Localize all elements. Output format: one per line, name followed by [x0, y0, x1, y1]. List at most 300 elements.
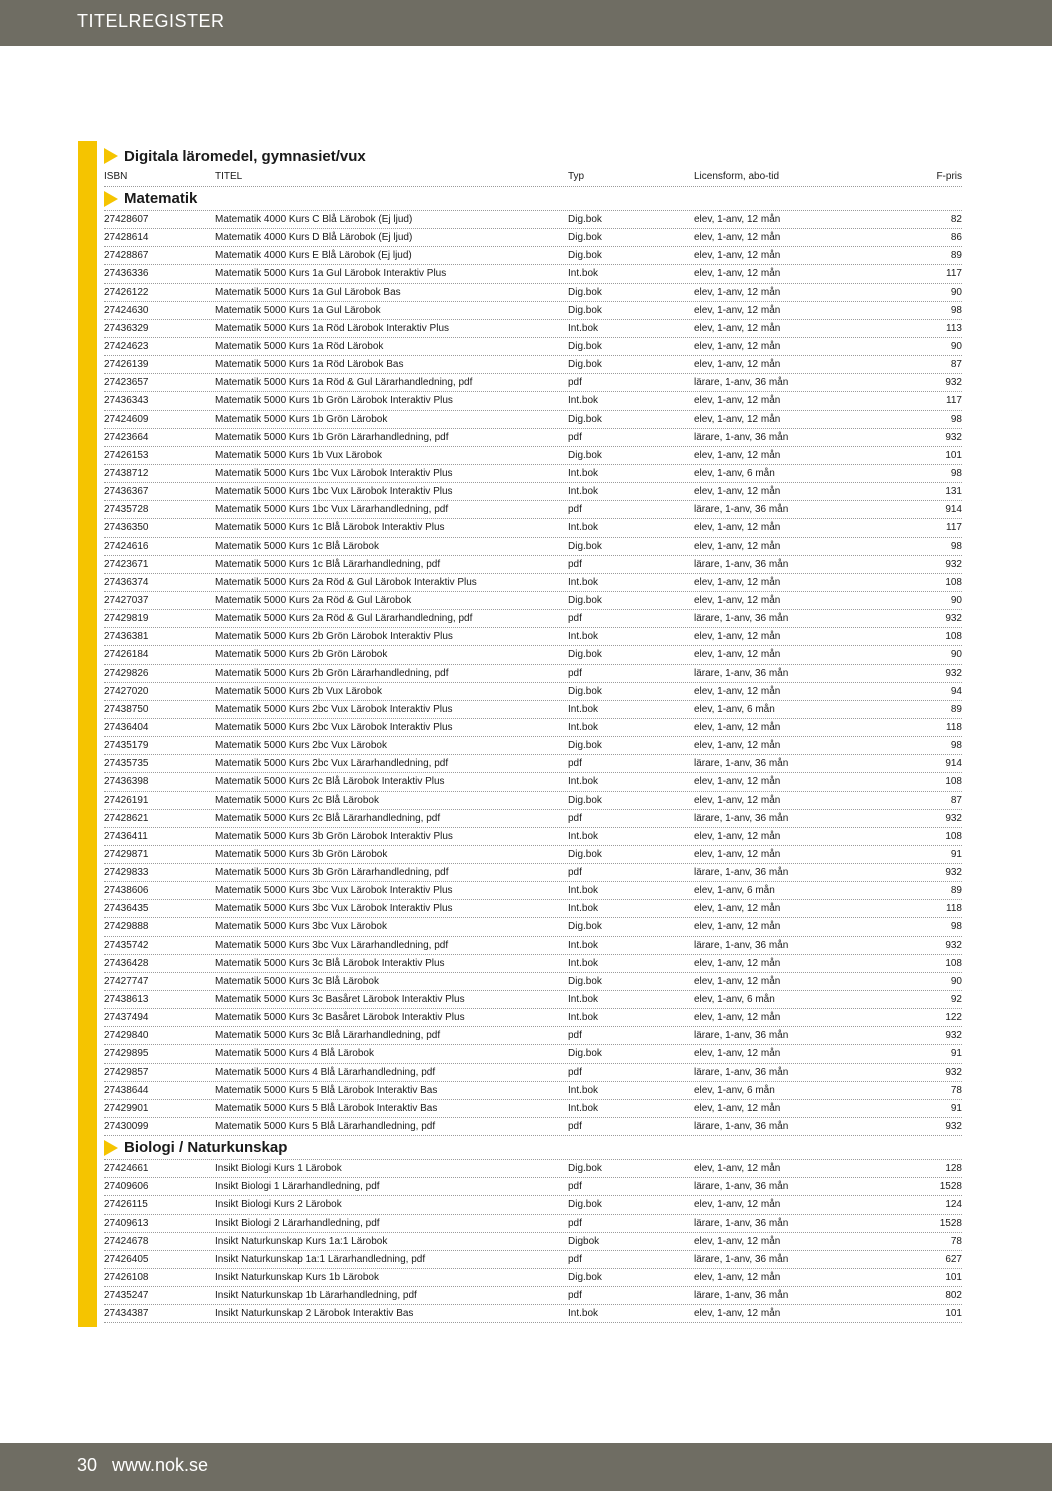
cell-isbn: 27429826 [104, 667, 149, 679]
cell-pris: 98 [950, 413, 962, 425]
cell-titel: Matematik 5000 Kurs 2c Blå Lärarhandledning, pdf [215, 812, 441, 824]
cell-titel: Matematik 5000 Kurs 4 Blå Lärobok [215, 1048, 374, 1060]
cell-pris: 932 [945, 667, 962, 679]
cell-licens: elev, 1-anv, 12 mån [694, 685, 781, 697]
table-row [104, 574, 962, 592]
cell-titel: Insikt Biologi 2 Lärarhandledning, pdf [215, 1217, 380, 1229]
table-row [104, 265, 962, 283]
table-row [104, 792, 962, 810]
cell-titel: Matematik 5000 Kurs 2bc Vux Lärobok [215, 740, 387, 752]
cell-pris: 932 [945, 1066, 962, 1078]
cell-isbn: 27437494 [104, 1012, 149, 1024]
cell-titel: Matematik 5000 Kurs 1c Blå Lärobok [215, 540, 379, 552]
table-row [104, 338, 962, 356]
cell-pris: 98 [950, 467, 962, 479]
table-row [104, 1100, 962, 1118]
cell-typ: pdf [568, 1253, 582, 1265]
cell-licens: elev, 1-anv, 12 mån [694, 921, 781, 933]
table-row [104, 737, 962, 755]
cell-titel: Matematik 5000 Kurs 1b Grön Lärobok [215, 413, 388, 425]
cell-pris: 802 [945, 1290, 962, 1302]
cell-isbn: 27429871 [104, 848, 149, 860]
cell-titel: Matematik 5000 Kurs 2b Grön Lärarhandledning, pdf [215, 667, 449, 679]
table-row [104, 465, 962, 483]
cell-licens: lärare, 1-anv, 36 mån [694, 377, 789, 389]
cell-titel: Insikt Naturkunskap 1a:1 Lärarhandledning, pdf [215, 1253, 426, 1265]
cell-typ: Dig.bok [568, 1048, 602, 1060]
cell-isbn: 27428867 [104, 250, 149, 262]
cell-typ: Int.bok [568, 994, 599, 1006]
cell-isbn: 27436343 [104, 395, 149, 407]
cell-titel: Matematik 5000 Kurs 3bc Vux Lärobok [215, 921, 387, 933]
cell-licens: lärare, 1-anv, 36 mån [694, 1066, 789, 1078]
cell-isbn: 27429901 [104, 1102, 149, 1114]
cell-isbn: 27428614 [104, 232, 149, 244]
cell-titel: Matematik 4000 Kurs E Blå Lärobok (Ej ljud) [215, 250, 412, 262]
table-row [104, 483, 962, 501]
page-number: 30 [77, 1455, 98, 1475]
cell-licens: elev, 1-anv, 12 mån [694, 1163, 781, 1175]
cell-titel: Matematik 5000 Kurs 2c Blå Lärobok [215, 794, 379, 806]
footer-bar [0, 1443, 1052, 1491]
cell-typ: pdf [568, 1066, 582, 1078]
cell-titel: Matematik 5000 Kurs 2bc Vux Lärobok Interaktiv Plus [215, 721, 453, 733]
triangle-bullet-icon [104, 1140, 118, 1156]
table-row [104, 1027, 962, 1045]
table-row [104, 447, 962, 465]
cell-typ: Int.bok [568, 486, 599, 498]
cell-pris: 128 [945, 1163, 962, 1175]
cell-titel: Matematik 5000 Kurs 3c Basåret Lärobok Interaktiv Plus [215, 994, 465, 1006]
cell-isbn: 27426108 [104, 1272, 149, 1284]
cell-pris: 87 [950, 359, 962, 371]
cell-licens: elev, 1-anv, 12 mån [694, 395, 781, 407]
table-row [104, 1233, 962, 1251]
cell-titel: Matematik 5000 Kurs 3c Blå Lärobok [215, 975, 379, 987]
cell-titel: Matematik 5000 Kurs 3c Blå Lärobok Interaktiv Plus [215, 957, 445, 969]
cell-typ: pdf [568, 377, 582, 389]
cell-pris: 627 [945, 1253, 962, 1265]
cell-isbn: 27423664 [104, 431, 149, 443]
cell-titel: Matematik 5000 Kurs 2b Grön Lärobok [215, 649, 388, 661]
cell-pris: 89 [950, 250, 962, 262]
cell-typ: Dig.bok [568, 921, 602, 933]
cell-typ: pdf [568, 1181, 582, 1193]
cell-licens: lärare, 1-anv, 36 mån [694, 939, 789, 951]
cell-typ: Int.bok [568, 903, 599, 915]
cell-titel: Matematik 5000 Kurs 2bc Vux Lärobok Interaktiv Plus [215, 703, 453, 715]
cell-licens: lärare, 1-anv, 36 mån [694, 558, 789, 570]
cell-pris: 117 [946, 268, 962, 280]
cell-isbn: 27429857 [104, 1066, 149, 1078]
table-row [104, 1064, 962, 1082]
cell-titel: Matematik 5000 Kurs 1c Blå Lärarhandledning, pdf [215, 558, 441, 570]
cell-licens: elev, 1-anv, 12 mån [694, 486, 781, 498]
cell-isbn: 27428621 [104, 812, 149, 824]
table-row [104, 1178, 962, 1196]
cell-isbn: 27436350 [104, 522, 149, 534]
cell-isbn: 27427747 [104, 975, 149, 987]
cell-titel: Matematik 5000 Kurs 2a Röd & Gul Lärarhandledning, pdf [215, 613, 473, 625]
cell-typ: pdf [568, 431, 582, 443]
cell-licens: elev, 1-anv, 6 mån [694, 1084, 775, 1096]
cell-isbn: 27424630 [104, 304, 149, 316]
cell-isbn: 27429888 [104, 921, 149, 933]
cell-licens: elev, 1-anv, 12 mån [694, 286, 781, 298]
table-row [104, 1160, 962, 1178]
cell-titel: Matematik 5000 Kurs 1a Gul Lärobok Bas [215, 286, 401, 298]
cell-typ: pdf [568, 667, 582, 679]
cell-titel: Matematik 5000 Kurs 3b Grön Lärobok [215, 848, 388, 860]
table-row [104, 229, 962, 247]
cell-pris: 90 [950, 340, 962, 352]
cell-titel: Matematik 4000 Kurs D Blå Lärobok (Ej ljud) [215, 232, 413, 244]
table-row [104, 628, 962, 646]
cell-isbn: 27438644 [104, 1084, 149, 1096]
table-row [104, 519, 962, 537]
cell-licens: elev, 1-anv, 12 mån [694, 848, 781, 860]
table-row [104, 1287, 962, 1305]
section-title: Digitala läromedel, gymnasiet/vux [124, 147, 366, 165]
table-row [104, 538, 962, 556]
table-row [104, 429, 962, 447]
cell-pris: 914 [945, 504, 962, 516]
title-register [104, 145, 962, 1323]
cell-licens: elev, 1-anv, 12 mån [694, 322, 781, 334]
cell-pris: 932 [945, 812, 962, 824]
cell-pris: 90 [950, 975, 962, 987]
cell-pris: 932 [945, 939, 962, 951]
table-row [104, 356, 962, 374]
cell-isbn: 27409606 [104, 1181, 149, 1193]
cell-typ: Int.bok [568, 885, 599, 897]
cell-typ: Dig.bok [568, 649, 602, 661]
cell-isbn: 27436435 [104, 903, 149, 915]
cell-isbn: 27435742 [104, 939, 149, 951]
cell-pris: 932 [945, 377, 962, 389]
cell-pris: 122 [945, 1012, 962, 1024]
cell-isbn: 27436367 [104, 486, 149, 498]
cell-typ: pdf [568, 1290, 582, 1302]
cell-pris: 108 [945, 631, 962, 643]
cell-isbn: 27436428 [104, 957, 149, 969]
cell-typ: Dig.bok [568, 250, 602, 262]
cell-titel: Matematik 5000 Kurs 1bc Vux Lärarhandledning, pdf [215, 504, 449, 516]
cell-pris: 101 [945, 449, 962, 461]
cell-licens: elev, 1-anv, 12 mån [694, 576, 781, 588]
cell-typ: Dig.bok [568, 740, 602, 752]
cell-isbn: 27436381 [104, 631, 149, 643]
cell-titel: Matematik 5000 Kurs 1bc Vux Lärobok Interaktiv Plus [215, 486, 453, 498]
cell-licens: elev, 1-anv, 12 mån [694, 631, 781, 643]
cell-pris: 932 [945, 867, 962, 879]
table-row [104, 810, 962, 828]
cell-pris: 78 [950, 1235, 962, 1247]
cell-licens: elev, 1-anv, 12 mån [694, 903, 781, 915]
table-row [104, 755, 962, 773]
cell-titel: Insikt Naturkunskap 2 Lärobok Interaktiv Bas [215, 1308, 414, 1320]
cell-pris: 117 [946, 522, 962, 534]
cell-pris: 98 [950, 304, 962, 316]
cell-isbn: 27409613 [104, 1217, 149, 1229]
cell-typ: Dig.bok [568, 340, 602, 352]
cell-isbn: 27435735 [104, 758, 149, 770]
cell-typ: pdf [568, 613, 582, 625]
cell-titel: Matematik 5000 Kurs 3bc Vux Lärobok Interaktiv Plus [215, 885, 453, 897]
cell-pris: 98 [950, 540, 962, 552]
cell-pris: 90 [950, 286, 962, 298]
cell-isbn: 27426184 [104, 649, 149, 661]
cell-typ: Dig.bok [568, 975, 602, 987]
cell-typ: pdf [568, 1217, 582, 1229]
cell-typ: Dig.bok [568, 359, 602, 371]
cell-licens: elev, 1-anv, 12 mån [694, 413, 781, 425]
table-row [104, 1082, 962, 1100]
cell-isbn: 27438750 [104, 703, 149, 715]
cell-licens: elev, 1-anv, 12 mån [694, 1272, 781, 1284]
cell-pris: 117 [946, 395, 962, 407]
cell-isbn: 27438613 [104, 994, 149, 1006]
table-row [104, 846, 962, 864]
cell-pris: 92 [950, 994, 962, 1006]
column-header-typ: Typ [568, 171, 585, 182]
cell-pris: 932 [945, 431, 962, 443]
cell-pris: 87 [950, 794, 962, 806]
cell-isbn: 27435247 [104, 1290, 149, 1302]
cell-isbn: 27426405 [104, 1253, 149, 1265]
cell-pris: 131 [945, 486, 962, 498]
triangle-bullet-icon [104, 191, 118, 207]
cell-typ: Int.bok [568, 631, 599, 643]
group-header [104, 1136, 962, 1160]
cell-pris: 98 [950, 740, 962, 752]
triangle-bullet-icon [104, 148, 118, 164]
cell-typ: Int.bok [568, 467, 599, 479]
cell-typ: Int.bok [568, 957, 599, 969]
cell-pris: 932 [945, 613, 962, 625]
cell-isbn: 27434387 [104, 1308, 149, 1320]
cell-licens: lärare, 1-anv, 36 mån [694, 1290, 789, 1302]
cell-licens: elev, 1-anv, 12 mån [694, 594, 781, 606]
cell-pris: 113 [946, 322, 962, 334]
footer-url[interactable]: www.nok.se [112, 1455, 209, 1475]
cell-licens: elev, 1-anv, 12 mån [694, 340, 781, 352]
cell-pris: 89 [950, 703, 962, 715]
cell-typ: Int.bok [568, 939, 599, 951]
cell-pris: 82 [950, 214, 962, 225]
cell-pris: 118 [946, 903, 962, 915]
cell-typ: Dig.bok [568, 214, 602, 225]
cell-isbn: 27436329 [104, 322, 149, 334]
cell-licens: elev, 1-anv, 12 mån [694, 540, 781, 552]
cell-typ: Int.bok [568, 576, 599, 588]
cell-typ: Int.bok [568, 721, 599, 733]
cell-licens: elev, 1-anv, 12 mån [694, 649, 781, 661]
cell-titel: Matematik 5000 Kurs 2b Grön Lärobok Interaktiv Plus [215, 631, 453, 643]
table-row [104, 392, 962, 410]
table-row [104, 773, 962, 791]
cell-typ: Int.bok [568, 395, 599, 407]
cell-licens: lärare, 1-anv, 36 mån [694, 667, 789, 679]
cell-isbn: 27436398 [104, 776, 149, 788]
table-row [104, 374, 962, 392]
cell-typ: Dig.bok [568, 1163, 602, 1175]
cell-isbn: 27426139 [104, 359, 149, 371]
cell-licens: lärare, 1-anv, 36 mån [694, 1253, 789, 1265]
cell-licens: lärare, 1-anv, 36 mån [694, 812, 789, 824]
cell-isbn: 27435728 [104, 504, 149, 516]
cell-licens: elev, 1-anv, 6 mån [694, 467, 775, 479]
cell-licens: lärare, 1-anv, 36 mån [694, 867, 789, 879]
cell-titel: Matematik 5000 Kurs 2a Röd & Gul Lärobok [215, 594, 412, 606]
cell-licens: elev, 1-anv, 12 mån [694, 522, 781, 534]
cell-titel: Matematik 5000 Kurs 3c Basåret Lärobok Interaktiv Plus [215, 1012, 465, 1024]
cell-titel: Matematik 5000 Kurs 3b Grön Lärobok Interaktiv Plus [215, 830, 453, 842]
cell-isbn: 27424609 [104, 413, 149, 425]
cell-titel: Matematik 5000 Kurs 2bc Vux Lärarhandledning, pdf [215, 758, 449, 770]
table-row [104, 1009, 962, 1027]
table-row [104, 211, 962, 229]
cell-pris: 78 [950, 1084, 962, 1096]
cell-isbn: 27438606 [104, 885, 149, 897]
cell-typ: Dig.bok [568, 794, 602, 806]
column-header-titel: TITEL [215, 171, 243, 182]
cell-isbn: 27438712 [104, 467, 149, 479]
table-row [104, 1118, 962, 1136]
cell-licens: lärare, 1-anv, 36 mån [694, 431, 789, 443]
cell-pris: 932 [945, 558, 962, 570]
cell-licens: elev, 1-anv, 6 mån [694, 994, 775, 1006]
cell-isbn: 27424623 [104, 340, 149, 352]
cell-licens: lärare, 1-anv, 36 mån [694, 504, 789, 516]
cell-pris: 94 [950, 685, 962, 697]
table-row [104, 955, 962, 973]
cell-isbn: 27424616 [104, 540, 149, 552]
cell-titel: Matematik 5000 Kurs 3c Blå Lärarhandledning, pdf [215, 1030, 441, 1042]
cell-isbn: 27426191 [104, 794, 149, 806]
cell-typ: Dig.bok [568, 848, 602, 860]
cell-typ: Dig.bok [568, 1199, 602, 1211]
cell-titel: Matematik 5000 Kurs 1b Grön Lärobok Interaktiv Plus [215, 395, 453, 407]
cell-typ: Dig.bok [568, 304, 602, 316]
cell-licens: elev, 1-anv, 12 mån [694, 232, 781, 244]
cell-titel: Matematik 5000 Kurs 2b Vux Lärobok [215, 685, 382, 697]
cell-licens: elev, 1-anv, 12 mån [694, 1012, 781, 1024]
cell-isbn: 27427020 [104, 685, 149, 697]
table-row [104, 556, 962, 574]
group-header [104, 187, 962, 211]
cell-isbn: 27424678 [104, 1235, 149, 1247]
table-row [104, 937, 962, 955]
cell-licens: elev, 1-anv, 12 mån [694, 975, 781, 987]
table-row [104, 973, 962, 991]
cell-typ: Digbok [568, 1235, 600, 1247]
cell-pris: 89 [950, 885, 962, 897]
cell-typ: Int.bok [568, 1308, 599, 1320]
cell-typ: Dig.bok [568, 685, 602, 697]
table-row [104, 247, 962, 265]
table-row [104, 1269, 962, 1287]
cell-typ: pdf [568, 867, 582, 879]
table-row [104, 1196, 962, 1214]
cell-licens: elev, 1-anv, 12 mån [694, 721, 781, 733]
column-header-licens: Licensform, abo-tid [694, 171, 780, 182]
cell-typ: Int.bok [568, 703, 599, 715]
table-row [104, 683, 962, 701]
cell-pris: 91 [950, 1048, 962, 1060]
cell-titel: Matematik 5000 Kurs 3bc Vux Lärarhandledning, pdf [215, 939, 449, 951]
table-row [104, 1215, 962, 1233]
cell-typ: Int.bok [568, 1084, 599, 1096]
cell-isbn: 27429833 [104, 867, 149, 879]
cell-typ: pdf [568, 504, 582, 516]
table-row [104, 701, 962, 719]
cell-titel: Matematik 5000 Kurs 1a Röd Lärobok Bas [215, 359, 404, 371]
cell-isbn: 27436411 [104, 830, 148, 842]
cell-isbn: 27436374 [104, 576, 149, 588]
cell-titel: Matematik 5000 Kurs 4 Blå Lärarhandledning, pdf [215, 1066, 436, 1078]
cell-typ: Dig.bok [568, 594, 602, 606]
table-row [104, 828, 962, 846]
cell-isbn: 27436404 [104, 721, 149, 733]
cell-typ: Dig.bok [568, 449, 602, 461]
table-row [104, 411, 962, 429]
accent-stripe [78, 141, 97, 1327]
cell-licens: lärare, 1-anv, 36 mån [694, 1181, 789, 1193]
cell-typ: Int.bok [568, 522, 599, 534]
column-header-pris: F-pris [936, 171, 962, 182]
cell-licens: elev, 1-anv, 12 mån [694, 740, 781, 752]
cell-pris: 90 [950, 594, 962, 606]
cell-titel: Insikt Naturkunskap 1b Lärarhandledning, pdf [215, 1290, 417, 1302]
cell-titel: Matematik 5000 Kurs 5 Blå Lärobok Interaktiv Bas [215, 1102, 438, 1114]
cell-isbn: 27430099 [104, 1121, 149, 1133]
cell-isbn: 27427037 [104, 594, 149, 606]
cell-titel: Insikt Biologi 1 Lärarhandledning, pdf [215, 1181, 380, 1193]
cell-licens: elev, 1-anv, 12 mån [694, 214, 781, 225]
cell-licens: elev, 1-anv, 12 mån [694, 1199, 781, 1211]
cell-titel: Matematik 5000 Kurs 1b Grön Lärarhandledning, pdf [215, 431, 449, 443]
cell-titel: Matematik 5000 Kurs 1b Vux Lärobok [215, 449, 382, 461]
cell-licens: lärare, 1-anv, 36 mån [694, 1121, 789, 1133]
cell-typ: Dig.bok [568, 540, 602, 552]
cell-licens: lärare, 1-anv, 36 mån [694, 613, 789, 625]
cell-pris: 118 [946, 721, 962, 733]
cell-titel: Matematik 4000 Kurs C Blå Lärobok (Ej ljud) [215, 214, 413, 225]
table-row [104, 1305, 962, 1323]
cell-licens: elev, 1-anv, 6 mån [694, 703, 775, 715]
cell-pris: 1528 [939, 1217, 962, 1229]
cell-isbn: 27426122 [104, 286, 149, 298]
cell-licens: elev, 1-anv, 6 mån [694, 885, 775, 897]
cell-typ: Dig.bok [568, 286, 602, 298]
cell-typ: pdf [568, 758, 582, 770]
cell-titel: Insikt Naturkunskap Kurs 1b Lärobok [215, 1272, 379, 1284]
cell-pris: 91 [950, 848, 962, 860]
table-row [104, 1251, 962, 1269]
cell-licens: elev, 1-anv, 12 mån [694, 776, 781, 788]
cell-licens: elev, 1-anv, 12 mån [694, 268, 781, 280]
cell-titel: Matematik 5000 Kurs 1a Röd Lärobok [215, 340, 384, 352]
cell-pris: 914 [945, 758, 962, 770]
cell-typ: Dig.bok [568, 232, 602, 244]
cell-isbn: 27429895 [104, 1048, 149, 1060]
table-row [104, 719, 962, 737]
cell-licens: elev, 1-anv, 12 mån [694, 794, 781, 806]
cell-licens: elev, 1-anv, 12 mån [694, 1048, 781, 1060]
table-row [104, 900, 962, 918]
cell-titel: Matematik 5000 Kurs 1c Blå Lärobok Interaktiv Plus [215, 522, 445, 534]
